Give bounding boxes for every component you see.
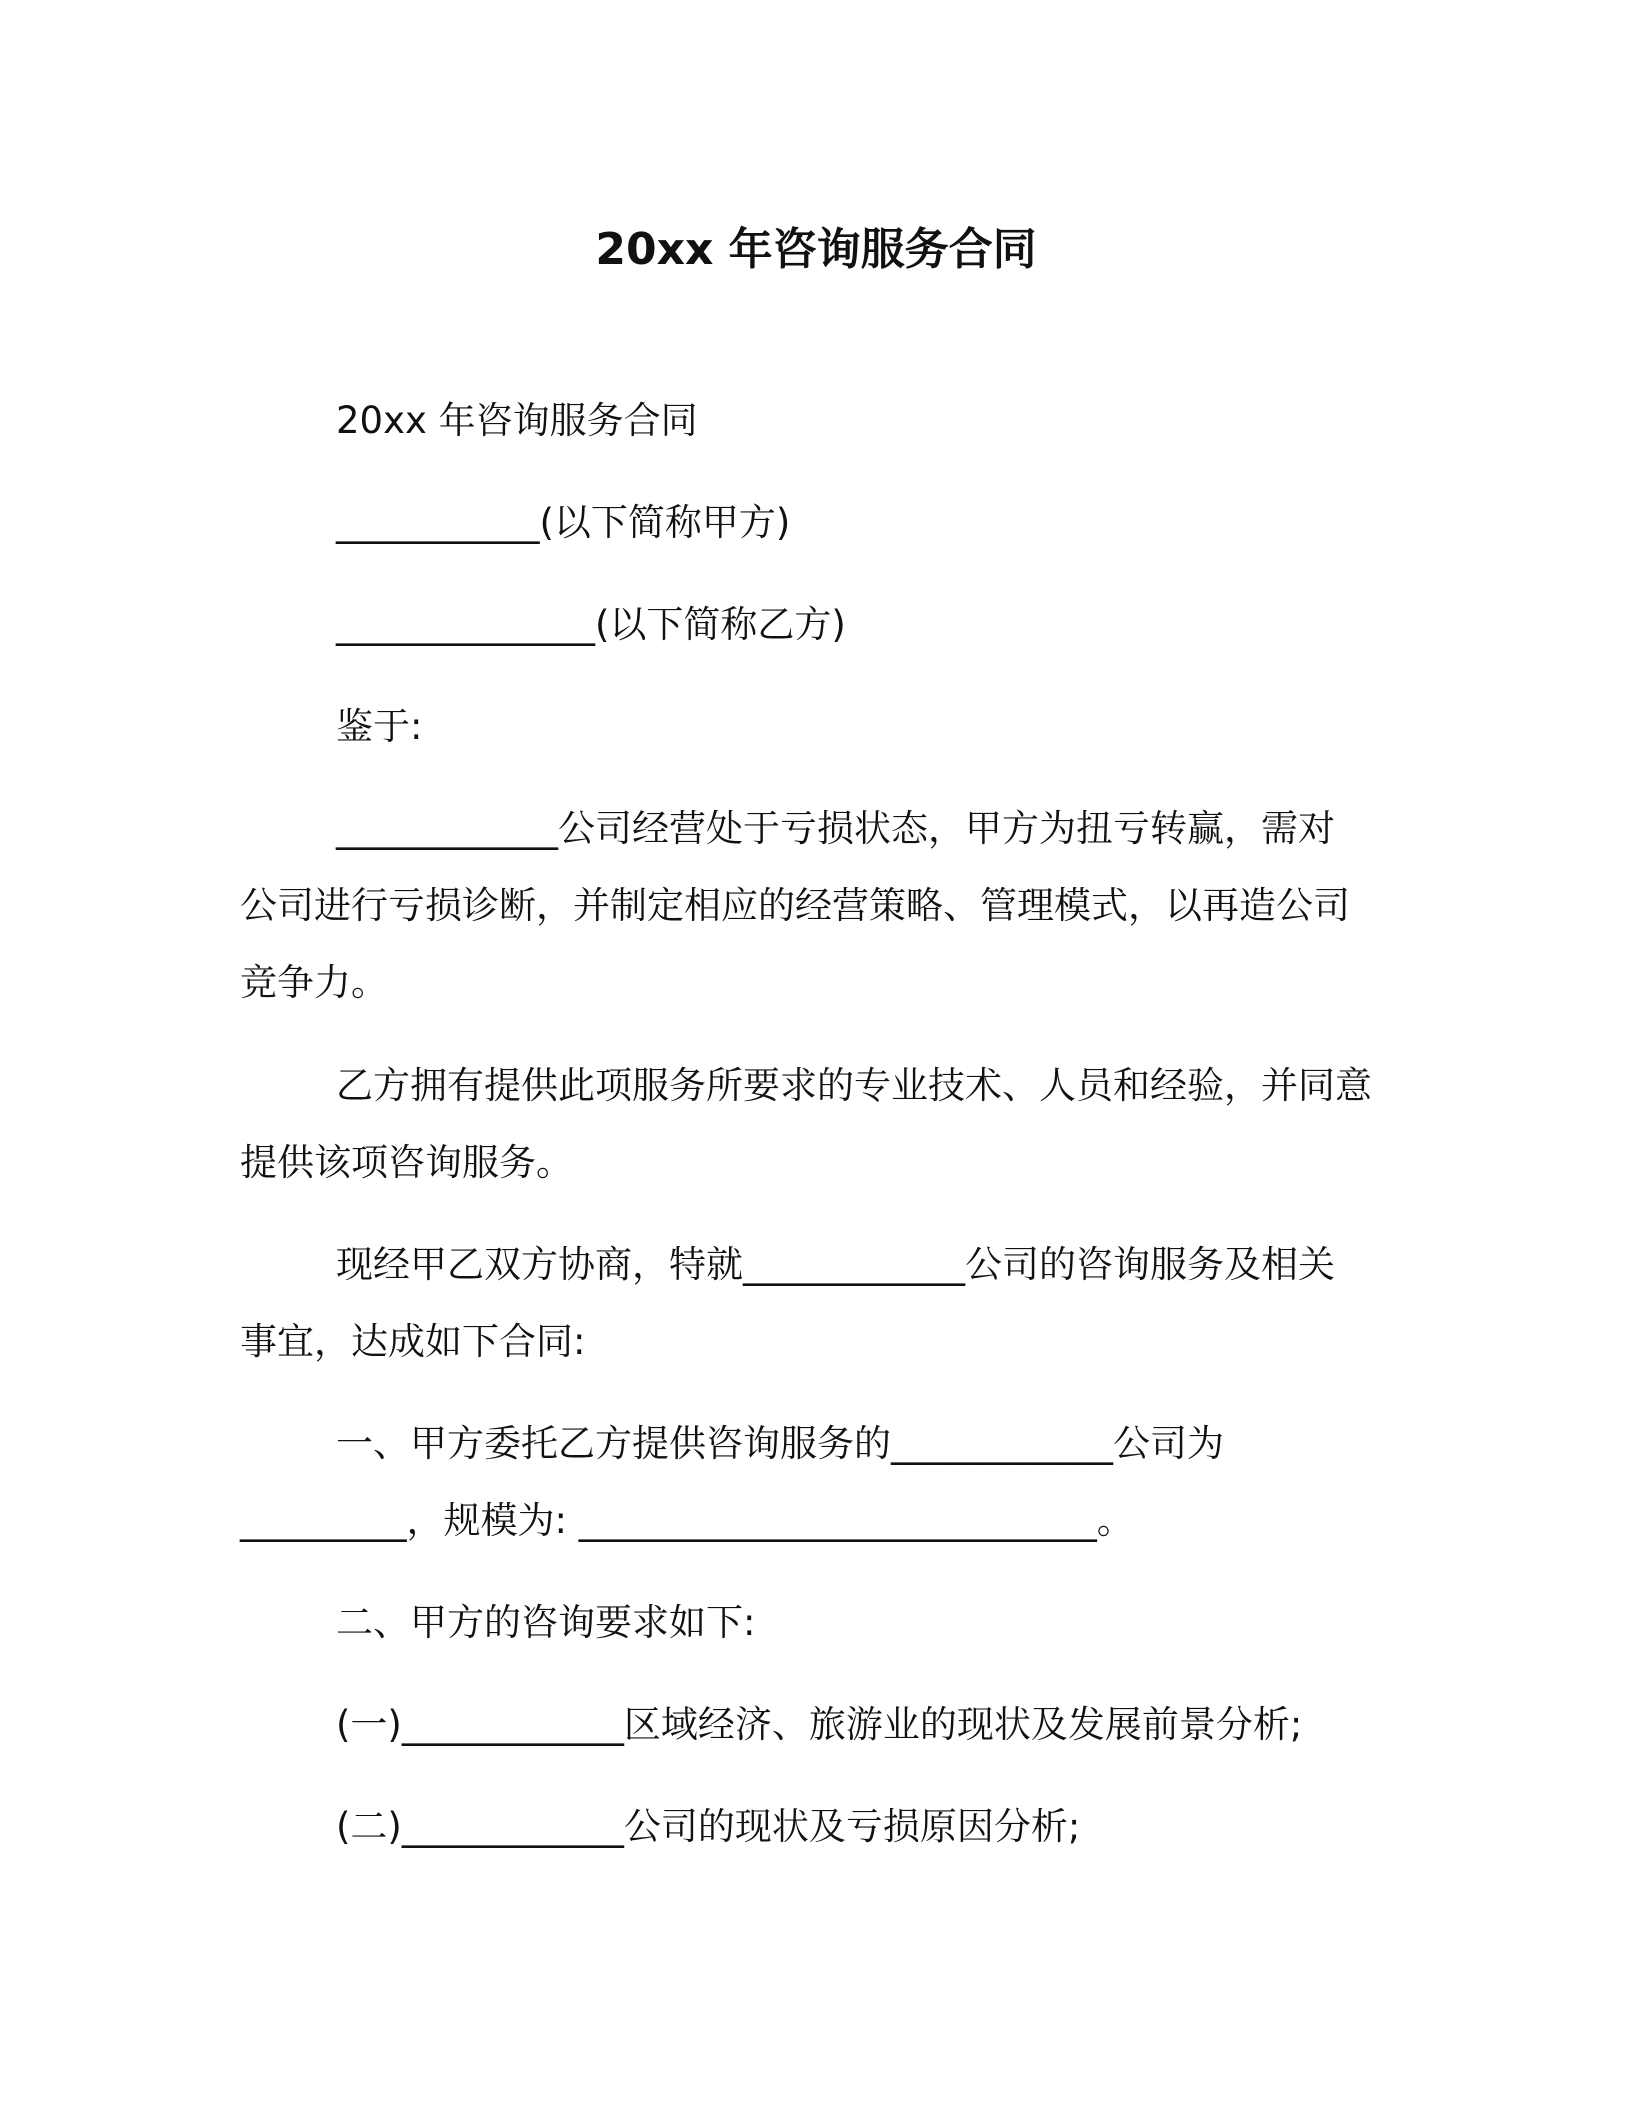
paragraph-line: 公司进行亏损诊断，并制定相应的经营策略、管理模式，以再造公司 xyxy=(240,884,1350,927)
clause-two-item-one xyxy=(240,1686,1392,1763)
paragraph-whereas xyxy=(240,688,1392,765)
paragraph-line: 鉴于: xyxy=(336,705,423,748)
paragraph-line: 20xx 年咨询服务合同 xyxy=(336,399,698,442)
paragraph-party-b xyxy=(240,586,1392,663)
clause-two xyxy=(240,1584,1392,1661)
paragraph-line: (一)____________区域经济、旅游业的现状及发展前景分析; xyxy=(336,1703,1303,1746)
paragraph-line: ____________公司经营处于亏损状态，甲方为扭亏转赢，需对 xyxy=(336,807,1335,850)
paragraph-party-b-capability xyxy=(240,1047,1392,1201)
paragraph-loss-status xyxy=(240,790,1392,1021)
clause-two-item-two xyxy=(240,1788,1392,1865)
paragraph-line: ______________(以下简称乙方) xyxy=(336,603,846,646)
paragraph-line: _________，规模为: ____________________________。 xyxy=(240,1499,1134,1542)
paragraph-line: 二、甲方的咨询要求如下: xyxy=(336,1601,756,1644)
paragraph-party-a xyxy=(240,484,1392,561)
paragraph-line: 事宜，达成如下合同: xyxy=(240,1320,586,1363)
paragraph-line: (二)____________公司的现状及亏损原因分析; xyxy=(336,1805,1081,1848)
document-title: 20xx 年咨询服务合同 xyxy=(595,224,1037,275)
paragraph-line: 提供该项咨询服务。 xyxy=(240,1141,573,1184)
paragraph-line: 竞争力。 xyxy=(240,961,388,1004)
paragraph-line: 一、甲方委托乙方提供咨询服务的____________公司为 xyxy=(336,1422,1224,1465)
paragraph-subtitle xyxy=(240,382,1392,459)
clause-one xyxy=(240,1405,1392,1559)
paragraph-line: 乙方拥有提供此项服务所要求的专业技术、人员和经验，并同意 xyxy=(336,1064,1372,1107)
paragraph-line: ___________(以下简称甲方) xyxy=(336,501,791,544)
paragraph-line: 现经甲乙双方协商，特就____________公司的咨询服务及相关 xyxy=(336,1243,1335,1286)
paragraph-agreement xyxy=(240,1226,1392,1380)
